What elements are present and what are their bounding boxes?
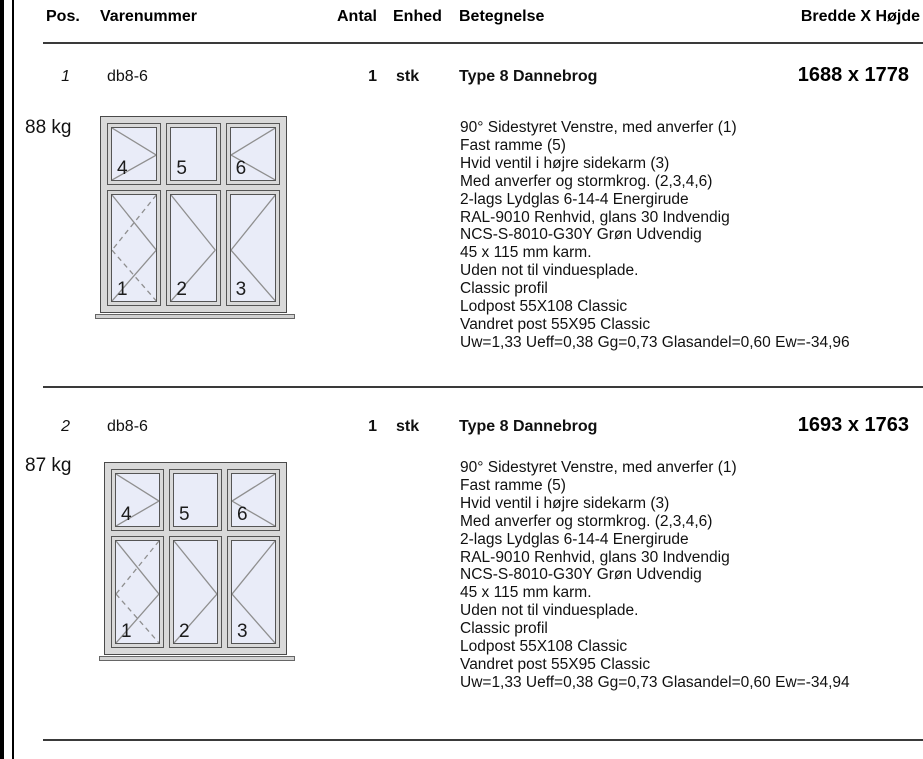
window-sash bbox=[231, 473, 276, 527]
window-sash bbox=[115, 540, 160, 644]
row-varenummer: db8-6 bbox=[107, 68, 148, 85]
window-pane bbox=[111, 469, 164, 531]
window-sash bbox=[111, 194, 157, 302]
window-sill bbox=[99, 656, 295, 661]
pane-number: 1 bbox=[121, 621, 132, 643]
window-pane bbox=[169, 536, 222, 648]
description-line: Med anverfer og stormkrog. (2,3,4,6) bbox=[460, 512, 713, 530]
window-frame bbox=[100, 116, 287, 313]
header-divider-rule bbox=[43, 42, 923, 44]
window-pane bbox=[169, 469, 222, 531]
window-sash bbox=[170, 194, 216, 302]
row-pos: 1 bbox=[61, 68, 70, 85]
window-pane bbox=[107, 190, 161, 306]
description-line: Vandret post 55X95 Classic bbox=[460, 315, 651, 333]
row-enhed: stk bbox=[396, 418, 420, 435]
row-dimensions: 1693 x 1763 bbox=[797, 414, 909, 436]
column-header-enhed: Enhed bbox=[393, 8, 442, 25]
window-pane bbox=[227, 536, 280, 648]
window-sill bbox=[95, 314, 295, 319]
pane-number: 1 bbox=[117, 279, 128, 301]
window-sash bbox=[170, 127, 216, 181]
window-pane bbox=[111, 536, 164, 648]
description-line: 2-lags Lydglas 6-14-4 Energirude bbox=[460, 530, 689, 548]
row-enhed: stk bbox=[396, 68, 420, 85]
description-line: NCS-S-8010-G30Y Grøn Udvendig bbox=[460, 566, 702, 584]
row-varenummer: db8-6 bbox=[107, 418, 148, 435]
window-pane bbox=[227, 469, 280, 531]
description-line: Classic profil bbox=[460, 620, 548, 638]
description-line: Uw=1,33 Ueff=0,38 Gg=0,73 Glasandel=0,60 Ew=-34,94 bbox=[460, 673, 850, 691]
column-header-varenummer: Varenummer bbox=[100, 8, 197, 25]
row-weight: 88 kg bbox=[25, 117, 72, 138]
pane-number: 2 bbox=[179, 621, 190, 643]
row-pos: 2 bbox=[61, 418, 70, 435]
pane-number: 5 bbox=[176, 158, 187, 180]
description-line: 90° Sidestyret Venstre, med anverfer (1) bbox=[460, 459, 737, 476]
row-description bbox=[460, 119, 850, 352]
pane-number: 6 bbox=[235, 158, 247, 180]
window-sash bbox=[173, 540, 218, 644]
row-divider-rule bbox=[43, 386, 923, 388]
description-line: Hvid ventil i højre sidekarm (3) bbox=[460, 494, 670, 512]
description-line: Lodpost 55X108 Classic bbox=[460, 638, 628, 656]
window-pane bbox=[226, 123, 280, 185]
description-line: Classic profil bbox=[460, 280, 548, 298]
description-line: Uden not til vinduesplade. bbox=[460, 262, 639, 280]
description-line: 45 x 115 mm karm. bbox=[460, 584, 592, 602]
description-line: 45 x 115 mm karm. bbox=[460, 244, 592, 262]
description-line: Uden not til vinduesplade. bbox=[460, 602, 639, 620]
pane-number: 3 bbox=[235, 279, 247, 301]
row-antal: 1 bbox=[368, 418, 377, 435]
window-sash bbox=[173, 473, 218, 527]
window-pane bbox=[166, 123, 220, 185]
window-diagram bbox=[100, 116, 287, 313]
pane-number: 4 bbox=[121, 504, 132, 526]
description-line: Hvid ventil i højre sidekarm (3) bbox=[460, 154, 670, 172]
pane-number: 3 bbox=[237, 621, 248, 643]
order-row bbox=[0, 410, 923, 740]
pane-number: 2 bbox=[176, 279, 187, 301]
description-line: RAL-9010 Renhvid, glans 30 Indvendig bbox=[460, 548, 730, 566]
column-header-betegnelse: Betegnelse bbox=[459, 8, 545, 25]
pane-number: 6 bbox=[237, 504, 248, 526]
description-line: Vandret post 55X95 Classic bbox=[460, 655, 651, 673]
window-sash bbox=[231, 540, 276, 644]
window-sash bbox=[111, 127, 157, 181]
row-antal: 1 bbox=[368, 68, 377, 85]
description-line: 2-lags Lydglas 6-14-4 Energirude bbox=[460, 190, 689, 208]
row-description bbox=[460, 459, 850, 692]
column-header-antal: Antal bbox=[337, 8, 377, 25]
window-pane bbox=[226, 190, 280, 306]
window-sash bbox=[115, 473, 160, 527]
window-sash bbox=[230, 127, 276, 181]
window-sash bbox=[230, 194, 276, 302]
column-header-pos: Pos. bbox=[46, 8, 80, 25]
description-line: Fast ramme (5) bbox=[460, 136, 566, 154]
window-pane bbox=[107, 123, 161, 185]
description-line: NCS-S-8010-G30Y Grøn Udvendig bbox=[460, 226, 702, 244]
pane-number: 5 bbox=[179, 504, 190, 526]
description-line: Uw=1,33 Ueff=0,38 Gg=0,73 Glasandel=0,60 Ew=-34,96 bbox=[460, 333, 850, 351]
description-line: Fast ramme (5) bbox=[460, 476, 566, 494]
description-line: Lodpost 55X108 Classic bbox=[460, 298, 628, 316]
description-line: Med anverfer og stormkrog. (2,3,4,6) bbox=[460, 172, 713, 190]
column-header-dimensions: Bredde X Højde bbox=[800, 8, 920, 25]
row-weight: 87 kg bbox=[25, 455, 72, 476]
window-frame bbox=[104, 462, 287, 655]
row-betegnelse: Type 8 Dannebrog bbox=[459, 68, 598, 85]
window-diagram bbox=[104, 462, 287, 655]
window-pane bbox=[166, 190, 220, 306]
row-dimensions: 1688 x 1778 bbox=[797, 64, 909, 86]
pane-number: 4 bbox=[117, 158, 128, 180]
description-line: 90° Sidestyret Venstre, med anverfer (1) bbox=[460, 119, 737, 136]
bottom-rule bbox=[43, 739, 923, 741]
order-row bbox=[0, 60, 923, 390]
row-betegnelse: Type 8 Dannebrog bbox=[459, 418, 598, 435]
description-line: RAL-9010 Renhvid, glans 30 Indvendig bbox=[460, 208, 730, 226]
